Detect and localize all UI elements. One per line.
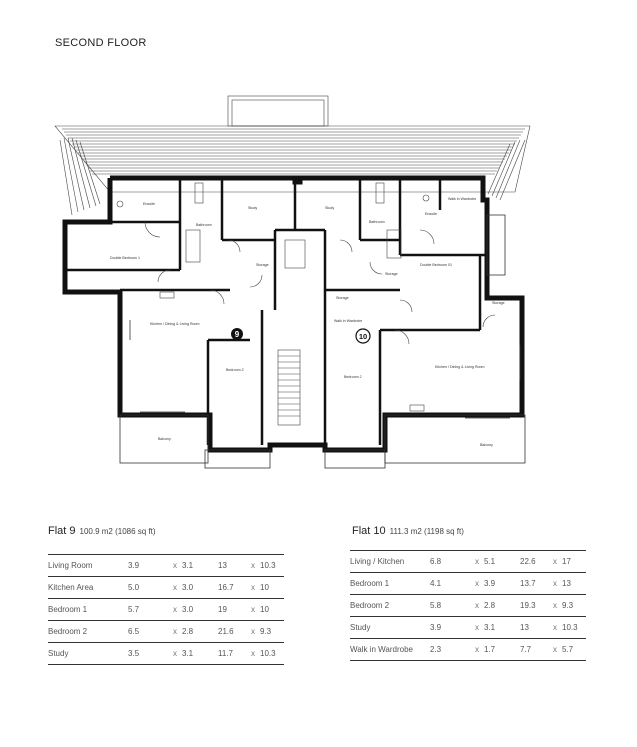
label-storage-left: Storage (256, 263, 269, 267)
cell-name: Living Room (48, 555, 128, 577)
cell-f2: 13 (562, 573, 586, 595)
fixtures (117, 183, 429, 411)
label-bathroom-right: Bathroom (369, 220, 385, 224)
cell-f2: 17 (562, 551, 586, 573)
cell-m2: 2.8 (182, 621, 218, 643)
cell-f2: 5.7 (562, 639, 586, 661)
cell-x1: x (168, 621, 182, 643)
cell-m2: 3.0 (182, 599, 218, 621)
cell-f2: 10.3 (562, 617, 586, 639)
cell-x2: x (246, 577, 260, 599)
cell-name: Study (48, 643, 128, 665)
flat-9-marker-label: 9 (234, 330, 240, 339)
cell-m2: 3.1 (182, 555, 218, 577)
flat-9-room-table (48, 554, 284, 665)
cell-x1: x (168, 643, 182, 665)
table-row (48, 599, 284, 621)
cell-name: Study (350, 617, 430, 639)
cell-x1: x (470, 617, 484, 639)
cell-m1: 5.8 (430, 595, 470, 617)
cell-m1: 5.7 (128, 599, 168, 621)
label-kitchen-right: Kitchen / Dining & Living Room (435, 365, 485, 369)
flat-10-heading (352, 525, 464, 537)
cell-f2: 10 (260, 577, 284, 599)
label-bedroom-2-left: Bedroom 2 (226, 368, 244, 372)
label-double-bedroom-01: Double Bedroom 01 (420, 263, 452, 267)
cell-m2: 3.1 (182, 643, 218, 665)
cell-name: Walk in Wardrobe (350, 639, 430, 661)
cell-f2: 10.3 (260, 555, 284, 577)
cell-x2: x (246, 555, 260, 577)
label-storage-hall: Storage (336, 296, 349, 300)
cell-x2: x (246, 643, 260, 665)
cell-name: Living / Kitchen (350, 551, 430, 573)
label-bathroom-left: Bathroom (196, 223, 212, 227)
cell-f2: 9.3 (562, 595, 586, 617)
flat-10-area: 111.3 m2 (1198 sq ft) (389, 527, 464, 536)
table-row (350, 573, 586, 595)
flat-10-marker-label: 10 (358, 332, 368, 341)
cell-f2: 9.3 (260, 621, 284, 643)
cell-x2: x (548, 595, 562, 617)
cell-f2: 10 (260, 599, 284, 621)
label-ensuite-right: Ensuite (425, 212, 437, 216)
table-row (48, 621, 284, 643)
cell-m2: 3.1 (484, 617, 520, 639)
cell-m1: 6.8 (430, 551, 470, 573)
label-storage-far-right: Storage (492, 301, 505, 305)
flat-9-heading (48, 525, 156, 537)
cell-m1: 2.3 (430, 639, 470, 661)
table-row (48, 577, 284, 599)
cell-f1: 11.7 (218, 643, 246, 665)
cell-x1: x (470, 595, 484, 617)
label-bedroom-2-right: Bedroom 2 (344, 375, 362, 379)
outer-walls (65, 178, 522, 450)
cell-x1: x (470, 573, 484, 595)
floor-title: SECOND FLOOR (55, 37, 147, 49)
cell-m2: 3.9 (484, 573, 520, 595)
cell-m1: 3.9 (128, 555, 168, 577)
cell-name: Bedroom 2 (48, 621, 128, 643)
cell-x2: x (548, 551, 562, 573)
cell-x2: x (548, 573, 562, 595)
cell-x2: x (246, 621, 260, 643)
flat-10-name: Flat 10 (352, 525, 386, 537)
cell-f1: 22.6 (520, 551, 548, 573)
cell-m2: 2.8 (484, 595, 520, 617)
cell-name: Bedroom 2 (350, 595, 430, 617)
label-balcony-left: Balcony (158, 437, 171, 441)
cell-f1: 19.3 (520, 595, 548, 617)
cell-x1: x (168, 577, 182, 599)
table-row (350, 551, 586, 573)
table-row (350, 639, 586, 661)
label-study-left: Study (248, 206, 258, 210)
label-kitchen-left: Kitchen / Dining & Living Room (150, 322, 200, 326)
cell-f2: 10.3 (260, 643, 284, 665)
table-row (48, 643, 284, 665)
cell-f1: 21.6 (218, 621, 246, 643)
stairs (278, 240, 305, 425)
flat-9-area: 100.9 m2 (1086 sq ft) (79, 527, 156, 536)
label-balcony-right: Balcony (480, 443, 493, 447)
flat-9-name: Flat 9 (48, 525, 76, 537)
table-row (350, 595, 586, 617)
cell-x2: x (548, 639, 562, 661)
cell-m1: 6.5 (128, 621, 168, 643)
table-row (350, 617, 586, 639)
cell-f1: 13.7 (520, 573, 548, 595)
cell-m2: 3.0 (182, 577, 218, 599)
cell-name: Bedroom 1 (350, 573, 430, 595)
label-walk-in-wardrobe-mid: Walk in Wardrobe (334, 319, 363, 323)
cell-name: Kitchen Area (48, 577, 128, 599)
cell-m2: 1.7 (484, 639, 520, 661)
cell-f1: 13 (218, 555, 246, 577)
cell-f1: 16.7 (218, 577, 246, 599)
label-walk-in-wardrobe-top: Walk in Wardrobe (448, 197, 477, 201)
cell-x1: x (168, 555, 182, 577)
table-row (48, 555, 284, 577)
cell-f1: 13 (520, 617, 548, 639)
label-double-bedroom-1: Double Bedroom 1 (110, 256, 140, 260)
cell-x1: x (470, 639, 484, 661)
cell-m2: 5.1 (484, 551, 520, 573)
cell-f1: 7.7 (520, 639, 548, 661)
cell-x2: x (246, 599, 260, 621)
cell-x1: x (470, 551, 484, 573)
cell-x2: x (548, 617, 562, 639)
flat-10-room-table (350, 550, 586, 661)
label-study-right: Study (325, 206, 335, 210)
cell-m1: 5.0 (128, 577, 168, 599)
cell-m1: 3.5 (128, 643, 168, 665)
cell-f1: 19 (218, 599, 246, 621)
cell-m1: 3.9 (430, 617, 470, 639)
cell-x1: x (168, 599, 182, 621)
cell-name: Bedroom 1 (48, 599, 128, 621)
cell-m1: 4.1 (430, 573, 470, 595)
label-ensuite-left: Ensuite (143, 202, 155, 206)
label-storage-mid-right: Storage (385, 272, 398, 276)
